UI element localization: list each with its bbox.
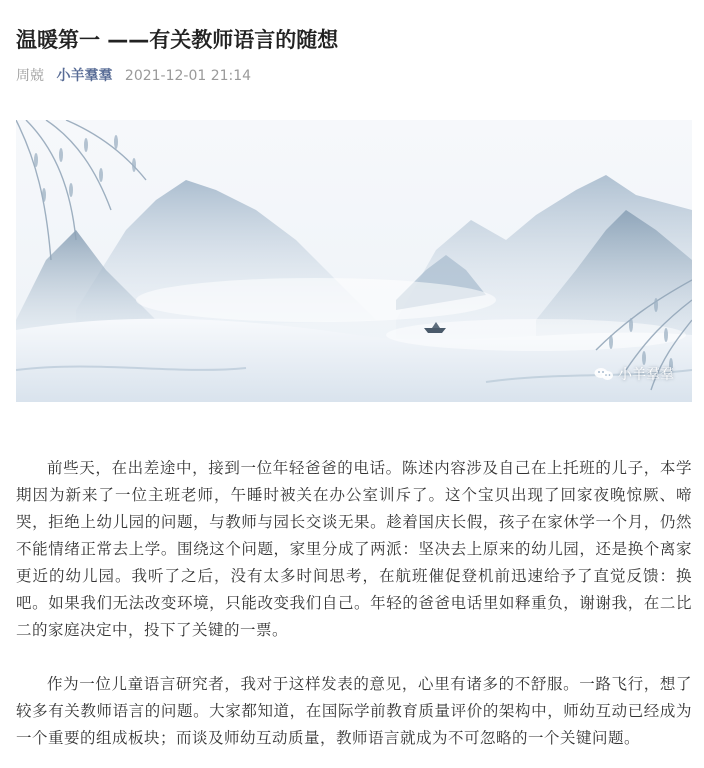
wechat-logo-icon [594,367,614,381]
ink-landscape-illustration [16,120,692,402]
article-title: 温暖第一 ——有关教师语言的随想 [16,28,339,52]
cover-watermark [594,364,674,384]
author-name: 周兢 [16,68,44,84]
cover-image [16,120,692,402]
watermark-text: 小羊羣羣 [618,367,674,383]
paragraph: 作为一位儿童语言研究者，我对于这样发表的意见，心里有诸多的不舒服。一路飞行，想了较多有关教师语言的问题。大家都知道，在国际学前教育质量评价的架构中，师幼互动已经成为一个重要的组成板块；而谈及师幼互动质量，教师语言就成为不可忽略的一个关键问题。 [16,675,692,747]
publish-time: 2021-12-01 21:14 [124,68,252,84]
article-meta [16,66,259,86]
paragraph: 前些天，在出差途中，接到一位年轻爸爸的电话。陈述内容涉及自己在上托班的儿子，本学期因为新来了一位主班老师，午睡时被关在办公室训斥了。这个宝贝出现了回家夜晚惊厥、啼哭，拒绝上幼儿园的问题，与教师与园长交谈无果。趁着国庆长假，孩子在家休学一个月，仍然不能情绪正常去上学。围绕这个问题，家里分成了两派：坚决去上原来的幼儿园，还是换个离家更近的幼儿园。我听了之后，没有太多时间思考，在航班催促登机前迅速给予了直觉反馈：换吧。如果我们无法改变环境，只能改变我们自己。年轻的爸爸电话里如释重负，谢谢我，在二比二的家庭决定中，投下了关键的一票。 [16,459,692,639]
account-link[interactable]: 小羊羣羣 [56,68,113,84]
article-body [16,455,692,752]
